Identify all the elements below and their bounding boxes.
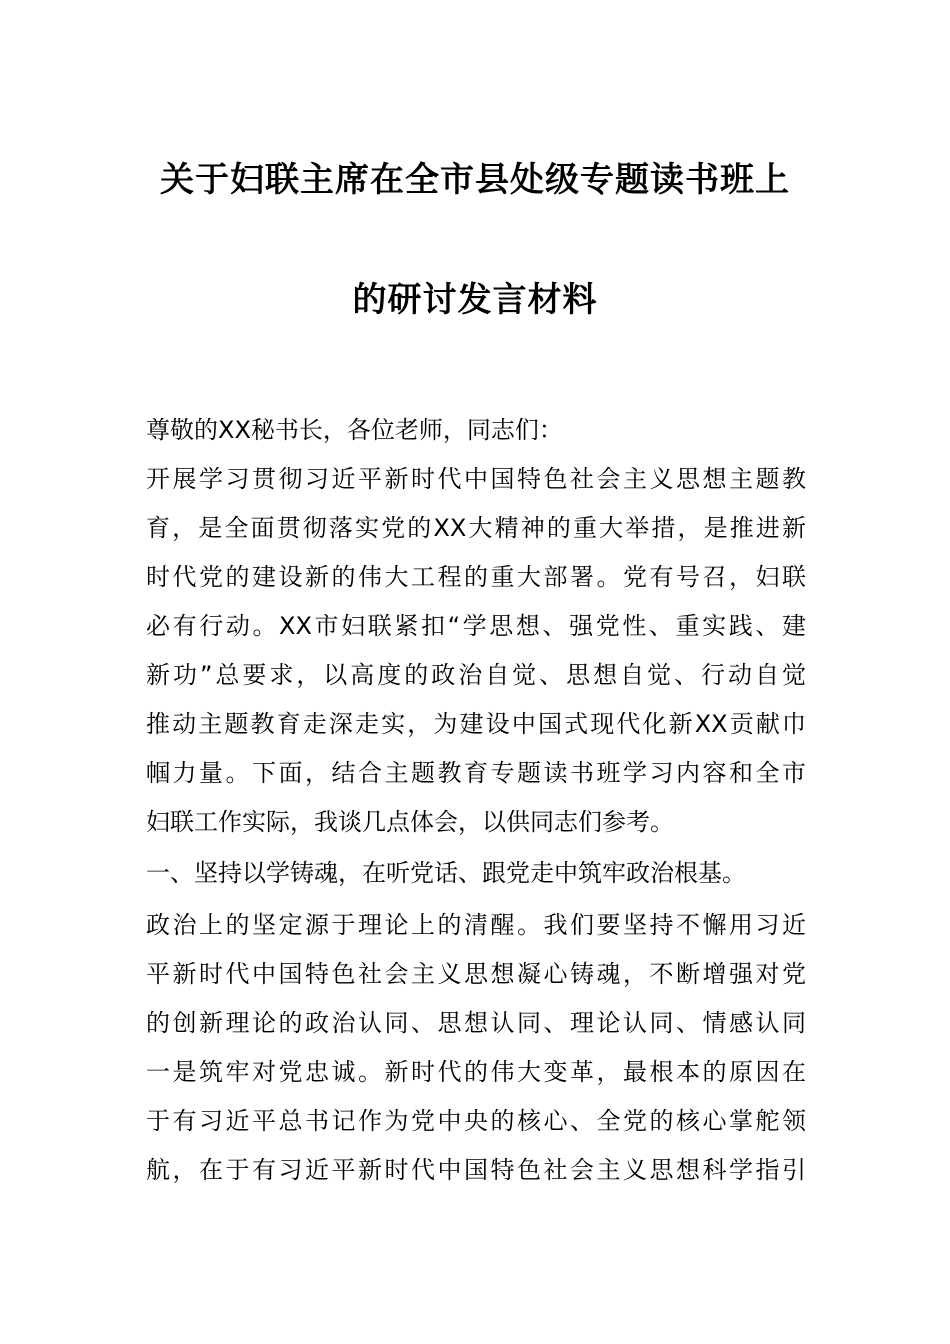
paragraph-line: 平新时代中国特色社会主义思想凝心铸魂，不断增强对党 [146, 960, 806, 988]
document-title-line-1: 关于妇联主席在全市县处级专题读书班上 [160, 160, 790, 200]
paragraph-line: 于有习近平总书记作为党中央的核心、全党的核心掌舵领 [146, 1107, 806, 1135]
salutation: 尊敬的XX秘书长，各位老师，同志们： [146, 416, 563, 444]
paragraph-line: 一是筑牢对党忠诚。新时代的伟大变革，最根本的原因在 [146, 1058, 806, 1086]
paragraph-line: 开展学习贯彻习近平新时代中国特色社会主义思想主题教 [146, 465, 806, 493]
paragraph-line: 新功”总要求，以高度的政治自觉、思想自觉、行动自觉 [146, 661, 806, 689]
section-heading: 一、坚持以学铸魂，在听党话、跟党走中筑牢政治根基。 [146, 859, 746, 887]
paragraph-line: 推动主题教育走深走实，为建设中国式现代化新XX贡献巾 [146, 710, 806, 738]
paragraph-line: 帼力量。下面，结合主题教育专题读书班学习内容和全市 [146, 759, 806, 787]
paragraph-line: 妇联工作实际，我谈几点体会，以供同志们参考。 [146, 808, 674, 836]
paragraph-line: 必有行动。XX市妇联紧扣“学思想、强党性、重实践、建 [146, 612, 806, 640]
paragraph-line: 政治上的坚定源于理论上的清醒。我们要坚持不懈用习近 [146, 911, 806, 939]
paragraph-line: 的创新理论的政治认同、思想认同、理论认同、情感认同 [146, 1009, 806, 1037]
paragraph-line: 航，在于有习近平新时代中国特色社会主义思想科学指引 [146, 1156, 806, 1184]
paragraph-line: 时代党的建设新的伟大工程的重大部署。党有号召，妇联 [146, 563, 806, 591]
document-title-line-2: 的研讨发言材料 [352, 280, 598, 320]
paragraph-line: 育，是全面贯彻落实党的XX大精神的重大举措，是推进新 [146, 514, 806, 542]
